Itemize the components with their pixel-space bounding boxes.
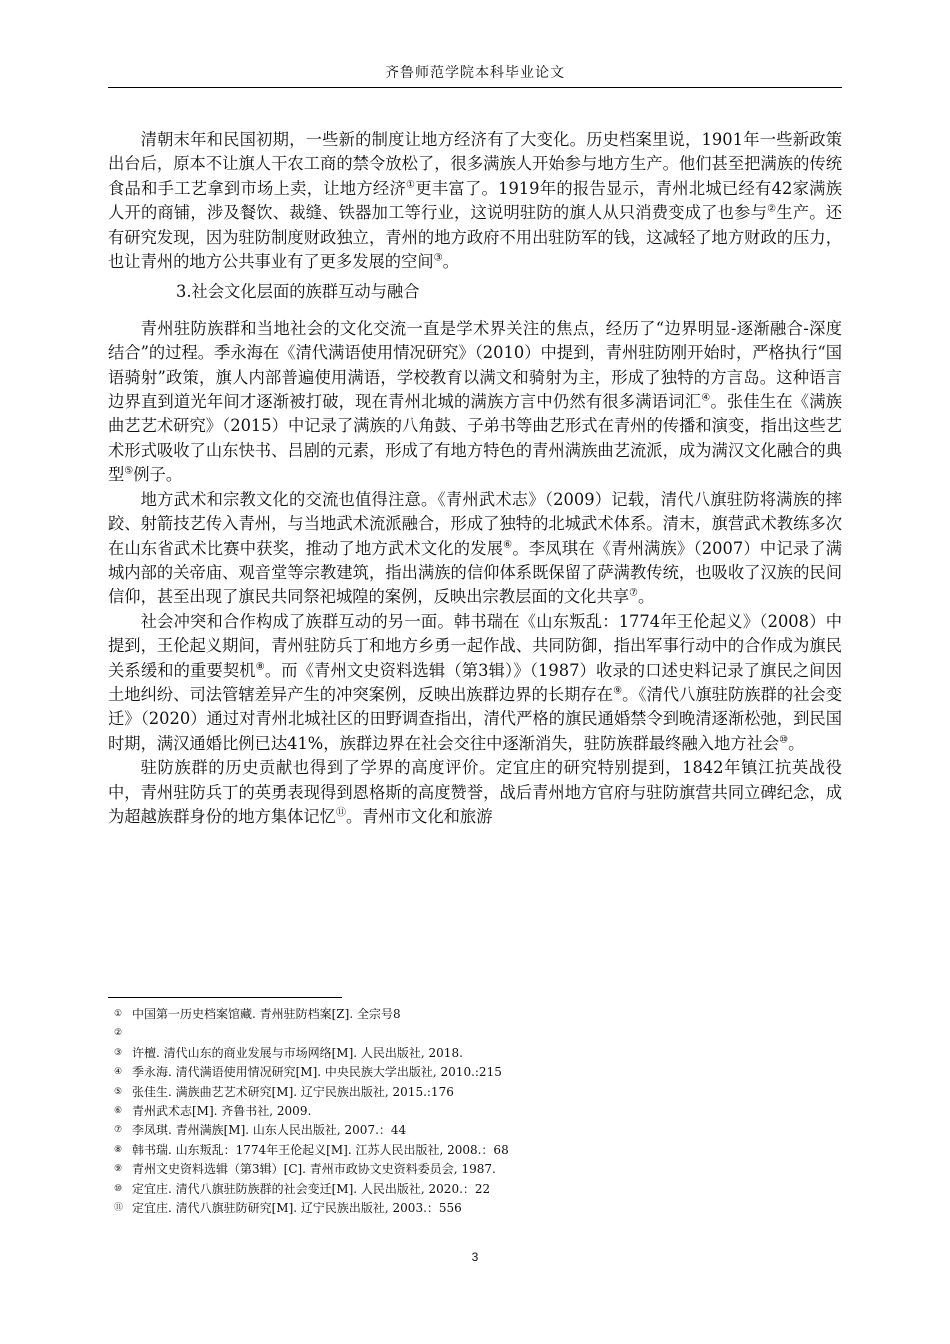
footnote-ref[interactable]: ④ [701, 392, 711, 404]
footnote-text: 张佳生. 满族曲艺艺术研究[M]. 辽宁民族出版社, 2015.:176 [132, 1084, 454, 1099]
page-number: 3 [471, 1250, 479, 1264]
footnote-text: 青州武术志[M]. 齐鲁书社, 2009. [132, 1103, 312, 1118]
footnote-text: 定宜庄. 清代八旗驻防研究[M]. 辽宁民族出版社, 2003.：556 [132, 1200, 462, 1215]
paragraph-text: 地方武术和宗教文化的交流也值得注意。《青州武术志》（2009）记载，清代八旗驻防将满族的摔跤、射箭技艺传入青州，与当地武术流派融合，形成了独特的北城武术体系。清末，旗营武术教练多次在山东省武术比赛中获奖，推动了地方武术文化的发展 [108, 489, 842, 558]
paragraph-text: 青州驻防族群和当地社会的文化交流一直是学术界关注的焦点，经历了“边界明显-逐渐融合-深度结合”的过程。季永海在《清代满语使用情况研究》（2010）中提到，青州驻防刚开始时，严格执行“国语骑射”政策，旗人内部普遍使用满语，学校教育以满文和骑射为主，形成了独特的方言岛。这种语言边界直到道光年间才逐渐被打破，现在青州北城的满族方言中仍然有很多满语词汇 [108, 318, 842, 412]
paragraph-historical-contribution [108, 756, 842, 829]
footnote-item [114, 1063, 834, 1082]
footnote-text: 李凤琪. 青州满族[M]. 山东人民出版社, 2007.：44 [132, 1123, 407, 1138]
section-heading: 3.社会文化层面的族群互动与融合 [176, 282, 420, 302]
footnote-item [114, 1121, 834, 1140]
footnote-ref[interactable]: ③ [433, 252, 443, 264]
footnote-item [114, 1005, 834, 1024]
footnote-ref[interactable]: ⑧ [255, 661, 265, 673]
footnote-text: 季永海. 清代满语使用情况研究[M]. 中央民族大学出版社, 2010.:215 [132, 1065, 502, 1080]
footnote-item [114, 1102, 834, 1121]
footnote-item [114, 1160, 834, 1179]
footnote-ref[interactable]: ⑩ [779, 734, 789, 746]
paragraph-text: 。而《青州文史资料选辑（第3辑）》（1987）收录的口述史料记录了旗民之间因土地纠纷、司法管辖差异产生的冲突案例，反映出族群边界的长期存在 [108, 660, 842, 704]
paragraph-conflict-cooperation [108, 610, 842, 756]
paragraph-cultural-exchange [108, 317, 842, 488]
footnote-ref[interactable]: ⑥ [503, 539, 513, 551]
header-rule [108, 87, 842, 88]
footnote-mark: ④ [114, 1067, 123, 1078]
paragraph-martial-arts-religion [108, 488, 842, 610]
footnote-mark: ⑩ [114, 1183, 123, 1194]
footnote-ref[interactable]: ① [406, 179, 416, 191]
running-header: 齐鲁师范学院本科毕业论文 [385, 65, 565, 81]
footnote-mark: ⑤ [114, 1086, 123, 1097]
footnote-text: 定宜庄. 清代八旗驻防族群的社会变迁[M]. 人民出版社, 2020.：22 [132, 1181, 491, 1196]
paragraph-text: 。 [637, 587, 655, 607]
footnote-mark: ⑥ [114, 1105, 123, 1116]
paragraph-text: 更丰富了。1919年的报告显示，青州北城已经有42家满族人开的商铺，涉及餐饮、裁缝、铁器加工等行业，这说明驻防的旗人从只消费变成了也参与 [108, 178, 842, 223]
footnote-separator [108, 997, 342, 998]
footnote-ref[interactable]: ⑤ [124, 465, 134, 477]
paragraph-text: 。青州市文化和旅游 [345, 806, 493, 826]
footnote-item [114, 1180, 834, 1199]
paragraph-text: 社会冲突和合作构成了族群互动的另一面。韩书瑞在《山东叛乱：1774年王伦起义》（2008）中提到，王伦起义期间，青州驻防兵丁和地方乡勇一起作战、共同防御，指出军事行动中的合作成为旗民关系缓和的重要契机 [108, 611, 842, 680]
body-text [108, 128, 842, 829]
footnote-item [114, 1141, 834, 1160]
footnotes [114, 1005, 834, 1218]
paragraph-text: 生产。还有研究发现，因为驻防制度财政独立，青州的地方政府不用出驻防军的钱，这减轻了地方财政的压力，也让青州的地方公共事业有了更多发展的空间 [108, 203, 842, 272]
footnote-text: 许檀. 清代山东的商业发展与市场网络[M]. 人民出版社, 2018. [132, 1045, 463, 1060]
footnote-mark: ⑨ [114, 1164, 123, 1175]
paragraph-text: 。李凤琪在《青州满族》（2007）中记录了满城内部的关帝庙、观音堂等宗教建筑，指出满族的信仰体系既保留了萨满教传统，也吸收了汉族的民间信仰，甚至出现了旗民共同祭祀城隍的案例，反映出宗教层面的文化共享 [108, 538, 842, 607]
footnote-mark: ⑧ [114, 1144, 123, 1155]
footnote-mark: ③ [114, 1047, 123, 1058]
footnote-item [114, 1199, 834, 1218]
footnote-mark: ⑦ [114, 1125, 123, 1136]
paragraph-text: 。张佳生在《满族曲艺艺术研究》（2015）中记录了满族的八角鼓、子弟书等曲艺形式在青州的传播和演变，指出这些艺术形式吸收了山东快书、吕剧的元素，形成了有地方特色的青州满族曲艺流派，成为满汉文化融合的典型 [108, 392, 842, 485]
paragraph-text: 清朝末年和民国初期，一些新的制度让地方经济有了大变化。历史档案里说，1901年一些新政策出台后，原本不让旗人干农工商的禁令放松了，很多满族人开始参与地方生产。他们甚至把满族的传统食品和手工艺拿到市场上卖，让地方经济 [108, 130, 842, 198]
footnote-ref[interactable]: ⑪ [335, 807, 346, 819]
footnote-text: 韩书瑞. 山东叛乱：1774年王伦起义[M]. 江苏人民出版社, 2008.：68 [132, 1142, 509, 1157]
footnote-ref[interactable]: ⑨ [613, 685, 623, 697]
footnote-item [114, 1083, 834, 1102]
footnote-text: 中国第一历史档案馆藏. 青州驻防档案[Z]. 全宗号8 [132, 1007, 401, 1021]
paragraph-text: 驻防族群的历史贡献也得到了学界的高度评价。定宜庄的研究特别提到，1842年镇江抗英战役中，青州驻防兵丁的英勇表现得到恩格斯的高度赞誉，战后青州地方官府与驻防旗营共同立碑纪念，成为超越族群身份的地方集体记忆 [108, 758, 842, 826]
paragraph-text: 。《清代八旗驻防族群的社会变迁》（2020）通过对青州北城社区的田野调查指出，清代严格的旗民通婚禁令到晚清逐渐松弛，到民国时期，满汉通婚比例已达41%，族群边界在社会交往中逐渐消失，驻防族群最终融入地方社会 [108, 684, 843, 753]
footnote-ref[interactable]: ② [767, 203, 777, 215]
footnote-mark: ② [114, 1028, 123, 1039]
footnote-mark: ⑪ [114, 1202, 124, 1213]
footnote-text: 青州文史资料选辑（第3辑）[C]. 青州市政协文史资料委员会, 1987. [132, 1162, 496, 1177]
footnote-mark: ① [114, 1009, 123, 1019]
paragraph-text: 。 [788, 733, 805, 753]
paragraph-text: 例子。 [133, 465, 183, 485]
footnote-item [114, 1024, 834, 1043]
paragraph-text: 。 [442, 252, 459, 272]
footnote-ref[interactable]: ⑦ [629, 587, 638, 599]
paragraph-local-economy [108, 128, 842, 274]
footnote-item [114, 1044, 834, 1063]
